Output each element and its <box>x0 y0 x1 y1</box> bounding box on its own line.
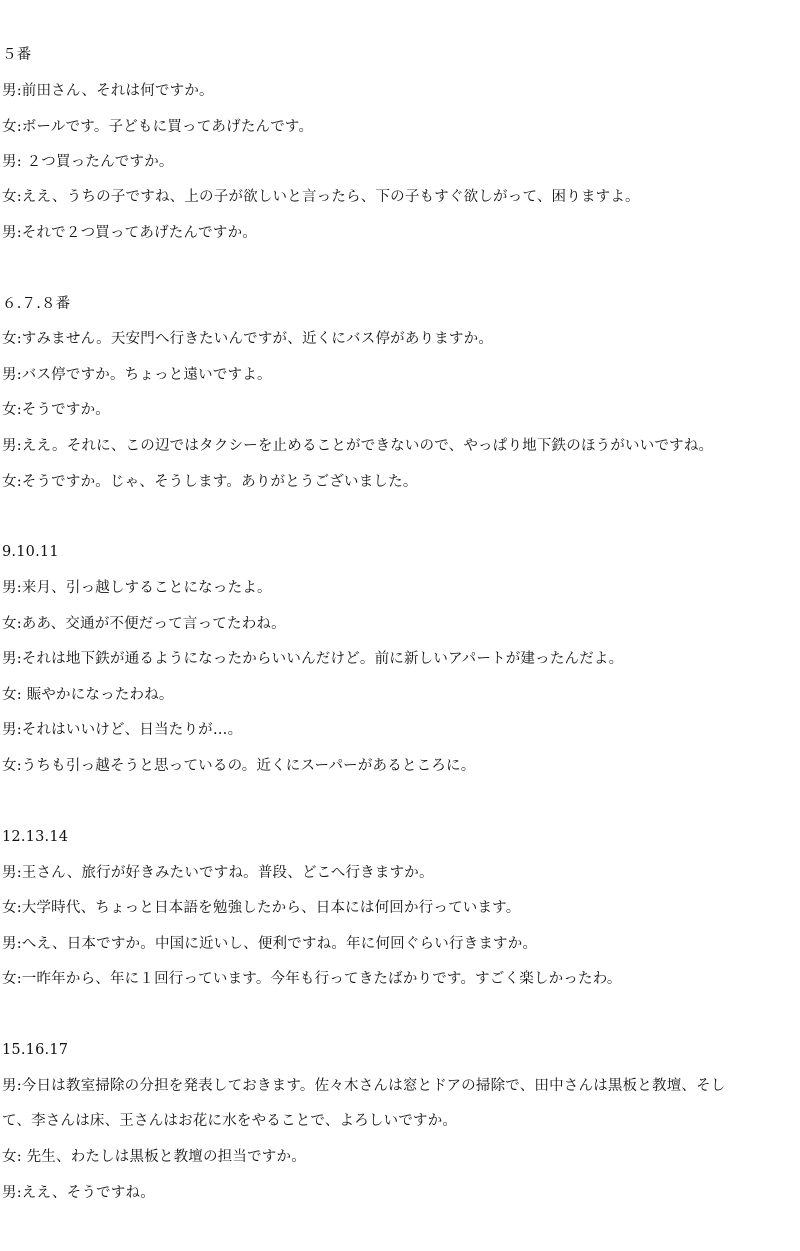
dialogue-line: 女:大学時代、ちょっと日本語を勉強したから、日本には何回か行っています。 <box>2 900 521 916</box>
dialogue-line: 女:ボールです。子どもに買ってあげたんです。 <box>2 119 314 135</box>
dialogue-line: 女:そうですか。 <box>2 402 110 418</box>
section-heading: ６.７.８番 <box>2 296 71 312</box>
section-heading: ５番 <box>2 47 32 63</box>
dialogue-line: 女:ええ、うちの子ですね、上の子が欲しいと言ったら、下の子もすぐ欲しがって、困りますよ。 <box>2 189 640 205</box>
dialogue-line: 男:それは地下鉄が通るようになったからいいんだけど。前に新しいアパートが建ったんだよ。 <box>2 651 624 667</box>
dialogue-line: 男:それはいいけど、日当たりが…。 <box>2 722 243 738</box>
dialogue-line: 男:来月、引っ越しすることになったよ。 <box>2 580 272 596</box>
section-heading: 15.16.17 <box>2 1042 69 1058</box>
dialogue-line: 男:今日は教室掃除の分担を発表しておきます。佐々木さんは窓とドアの掃除で、田中さんは黒板と教壇、そし <box>2 1078 726 1094</box>
dialogue-line: 男:ええ。それに、この辺ではタクシーを止めることができないので、やっぱり地下鉄のほうがいいですね。 <box>2 438 714 454</box>
dialogue-line: て、李さんは床、王さんはお花に水をやることで、よろしいですか。 <box>2 1113 458 1129</box>
dialogue-line: 女:すみません。天安門へ行きたいんですが、近くにバス停がありますか。 <box>2 331 494 347</box>
dialogue-line: 女:ああ、交通が不便だって言ってたわね。 <box>2 616 286 632</box>
dialogue-line: 男:バス停ですか。ちょっと遠いですよ。 <box>2 367 272 383</box>
dialogue-line: 女: 賑やかになったわね。 <box>2 687 174 703</box>
dialogue-line: 女:一昨年から、年に１回行っています。今年も行ってきたばかりです。すごく楽しかったわ。 <box>2 971 622 987</box>
dialogue-line: 男:王さん、旅行が好きみたいですね。普段、どこへ行きますか。 <box>2 865 434 881</box>
dialogue-line: 男:前田さん、それは何ですか。 <box>2 83 214 99</box>
section-heading: 9.10.11 <box>2 544 59 560</box>
dialogue-line: 女: 先生、わたしは黒板と教壇の担当ですか。 <box>2 1149 306 1165</box>
dialogue-line: 男:ええ、そうですね。 <box>2 1185 155 1201</box>
dialogue-line: 女:そうですか。じゃ、そうします。ありがとうございました。 <box>2 474 418 490</box>
dialogue-line: 男: ２つ買ったんですか。 <box>2 154 174 170</box>
dialogue-line: 女:うちも引っ越そうと思っているの。近くにスーパーがあるところに。 <box>2 758 476 774</box>
section-heading: 12.13.14 <box>2 829 69 845</box>
dialogue-line: 男:へえ、日本ですか。中国に近いし、便利ですね。年に何回ぐらい行きますか。 <box>2 936 538 952</box>
dialogue-line: 男:それで２つ買ってあげたんですか。 <box>2 225 257 241</box>
